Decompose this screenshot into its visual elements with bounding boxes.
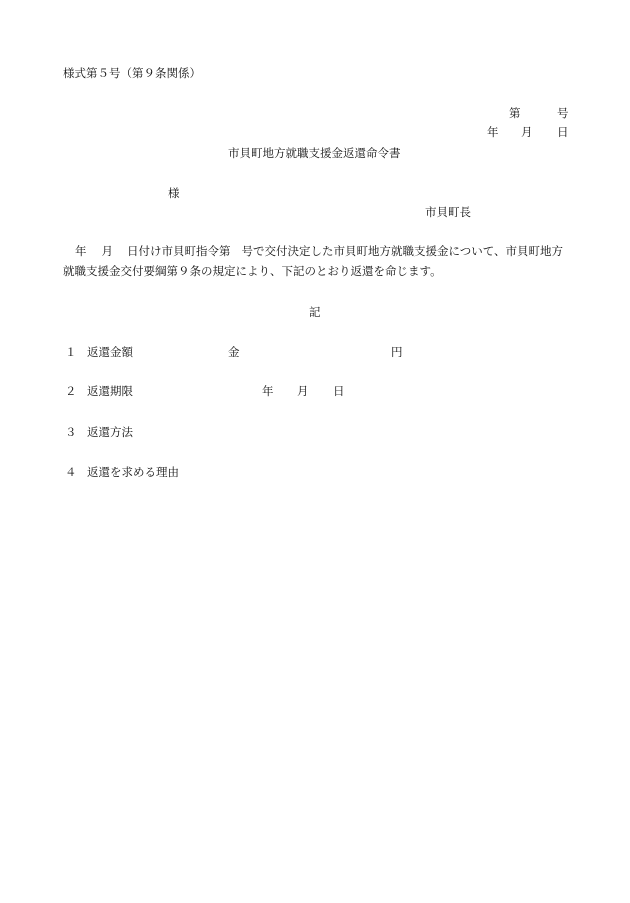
date-month-label: 月 xyxy=(521,125,533,139)
item-2-label: 返還期限 xyxy=(87,384,133,398)
form-label: 様式第５号（第９条関係） xyxy=(63,66,201,80)
date-year-label: 年 xyxy=(487,125,499,139)
doc-number-suffix: 号 xyxy=(557,106,569,120)
document-title: 市貝町地方就職支援金返還命令書 xyxy=(228,146,401,160)
item-1-kin: 金 xyxy=(228,345,240,359)
date-day-label: 日 xyxy=(557,125,569,139)
item-1-en: 円 xyxy=(391,345,403,359)
issuer-name: 市貝町長 xyxy=(425,205,471,219)
body-text-a: 日付け市貝町指令第 xyxy=(127,244,231,258)
item-2-number: ２ xyxy=(65,384,77,398)
item-2-year: 年 xyxy=(262,384,274,398)
item-1-label: 返還金額 xyxy=(87,345,133,359)
item-4-label: 返還を求める理由 xyxy=(87,465,179,479)
body-year: 年 xyxy=(75,244,87,258)
item-2-day: 日 xyxy=(333,384,345,398)
ki-heading: 記 xyxy=(309,305,321,319)
body-line-2: 就職支援金交付要綱第９条の規定により、下記のとおり返還を命じます。 xyxy=(63,264,442,278)
body-month: 月 xyxy=(101,244,113,258)
doc-number-prefix: 第 xyxy=(509,106,521,120)
recipient-honorific: 様 xyxy=(168,186,180,200)
item-3-label: 返還方法 xyxy=(87,425,133,439)
body-text-b: 号で交付決定した市貝町地方就職支援金について、市貝町地方 xyxy=(241,244,564,258)
item-3-number: ３ xyxy=(65,425,77,439)
body-line-1 xyxy=(75,246,563,258)
item-4-number: ４ xyxy=(65,465,77,479)
item-1-number: １ xyxy=(65,345,77,359)
item-2-month: 月 xyxy=(297,384,309,398)
